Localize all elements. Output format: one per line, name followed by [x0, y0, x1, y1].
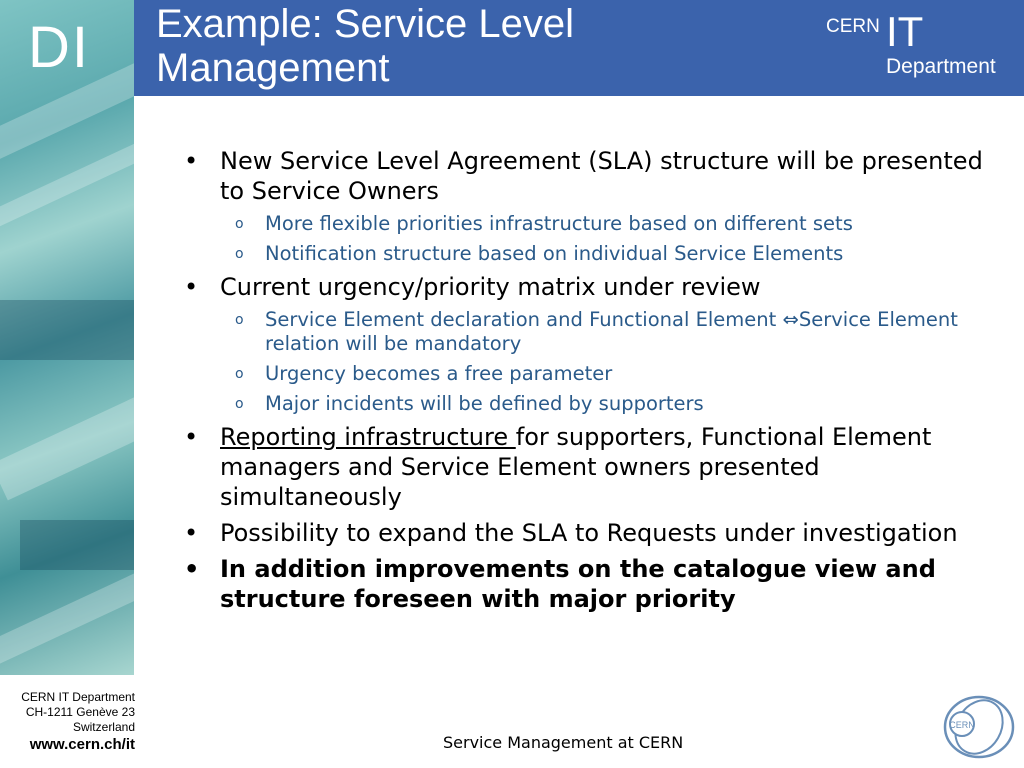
address-line: CH-1211 Genève 23 — [25, 705, 135, 719]
sub-list-item — [180, 392, 990, 416]
sub-bullet-text: Notification structure based on individual Service Elements — [265, 242, 844, 265]
circle-bullet-icon: o — [235, 246, 244, 262]
double-arrow-icon: ⇔ — [782, 308, 799, 331]
bullet-icon: • — [184, 519, 199, 547]
list-item — [180, 422, 990, 512]
bullet-text: for supporters, Functional Element managers and Service Element owners presented simultaneously — [220, 423, 932, 511]
department-logo-text: Department — [886, 55, 996, 78]
header-bar — [134, 0, 1024, 96]
list-item — [180, 146, 990, 206]
sub-bullet-text: Service Element relation will be mandatory — [265, 308, 958, 355]
seal-text: CERN — [949, 720, 975, 730]
footer-title: Service Management at CERN — [443, 733, 684, 752]
sub-list-item — [180, 212, 990, 236]
circle-bullet-icon: o — [235, 216, 244, 232]
bullet-text: In addition improvements on the catalogue view and structure foreseen with major priority — [220, 555, 936, 613]
cern-seal-icon — [942, 690, 1016, 764]
sub-bullet-text: Urgency becomes a free parameter — [265, 362, 613, 385]
address-line: CERN IT Department — [21, 690, 135, 704]
bullet-icon: • — [184, 147, 199, 175]
sub-list-item — [180, 242, 990, 266]
sidebar-photo — [0, 0, 134, 675]
list-item — [180, 554, 990, 614]
circle-bullet-icon: o — [235, 366, 244, 382]
reporting-infrastructure-link[interactable]: Reporting infrastructure — [220, 423, 516, 451]
footer-address — [4, 690, 135, 755]
bullet-text: Possibility to expand the SLA to Requests under investigation — [220, 519, 958, 547]
circle-bullet-icon: o — [235, 312, 244, 328]
bullet-text: New Service Level Agreement (SLA) structure will be presented to Service Owners — [220, 147, 983, 205]
sub-list-item — [180, 308, 990, 356]
list-item — [180, 272, 990, 302]
sub-bullet-text: Major incidents will be defined by supporters — [265, 392, 704, 415]
bullet-icon: • — [184, 555, 200, 583]
circle-bullet-icon: o — [235, 396, 244, 412]
sub-bullet-text: More flexible priorities infrastructure based on different sets — [265, 212, 853, 235]
address-line: Switzerland — [72, 720, 135, 734]
sub-bullet-text: Service Element declaration and Functional Element — [265, 308, 783, 331]
slide-content — [180, 140, 990, 614]
it-logo-text: IT — [886, 8, 924, 55]
di-logo: DI — [28, 15, 90, 80]
cern-logo-text: CERN — [826, 16, 880, 37]
bullet-icon: • — [184, 423, 199, 451]
sub-list-item — [180, 362, 990, 386]
list-item — [180, 518, 990, 548]
bullet-text: Current urgency/priority matrix under review — [220, 273, 761, 301]
website-link[interactable]: www.cern.ch/it — [29, 736, 135, 753]
page-title: Example: Service Level Management — [156, 2, 574, 90]
bullet-icon: • — [184, 273, 199, 301]
